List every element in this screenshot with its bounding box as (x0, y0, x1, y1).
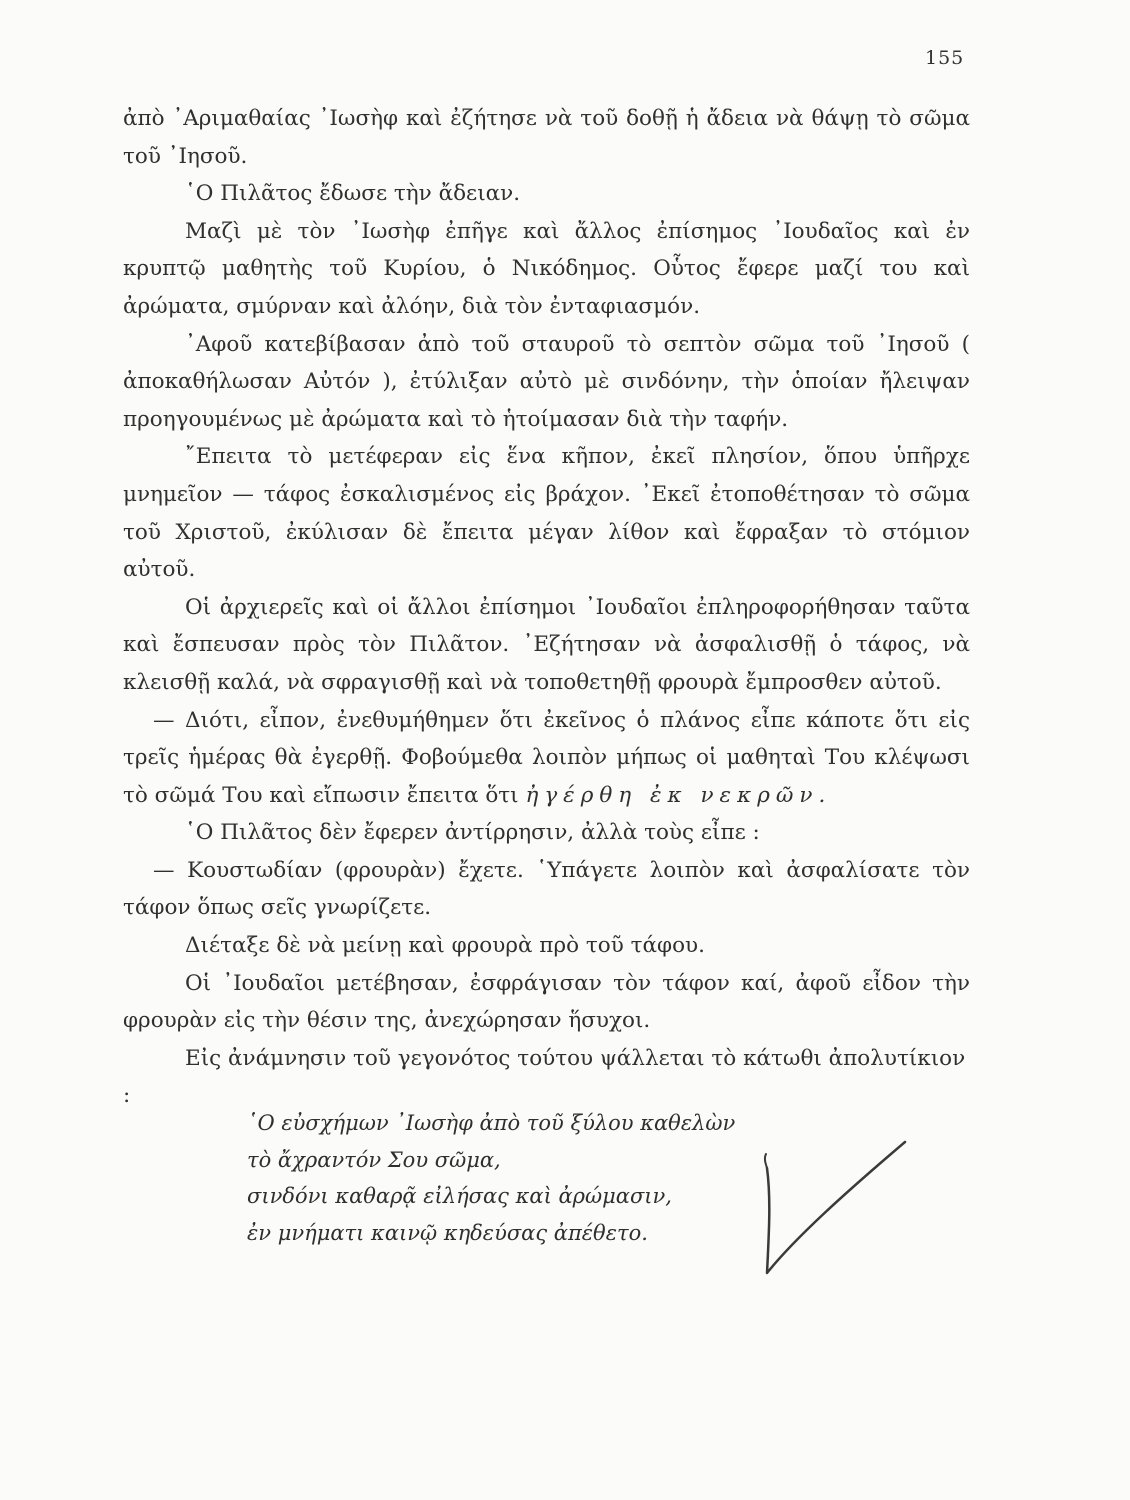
paragraph: ῾Ο Πιλᾶτος δὲν ἔφερεν ἀντίρρησιν, ἀλλὰ τοὺς εἶπε : (185, 820, 760, 846)
paragraph: Οἱ ἀρχιερεῖς καὶ οἱ ἄλλοι ἐπίσημοι ᾿Ιουδαῖοι ἐπληροφορήθησαν ταῦτα καὶ ἔσπευσαν πρὸς τὸν Πιλᾶτον. ᾿Εζήτησαν νὰ ἀσφαλισθῇ ὁ τάφος, νὰ κλεισθῇ καλά, νὰ σφραγισθῇ καὶ νὰ τοποθετηθῇ φρουρὰ ἔμπροσθεν αὐτοῦ. (123, 594, 970, 695)
hymn (247, 1105, 807, 1251)
hymn-line: ἐν μνήματι καινῷ κηδεύσας ἀπέθετο. (247, 1220, 648, 1245)
handwritten-check-mark (755, 1138, 915, 1288)
paragraph: Διέταξε δὲ νὰ μείνῃ καὶ φρουρὰ πρὸ τοῦ τάφου. (185, 933, 705, 959)
paragraph: ἀπὸ ᾿Αριμαθαίας ᾿Ιωσὴφ καὶ ἐζήτησε νὰ τοῦ δοθῇ ἡ ἄδεια νὰ θάψῃ τὸ σῶμα τοῦ ᾿Ιησοῦ. (123, 106, 970, 169)
paragraph: ῎Επειτα τὸ μετέφεραν εἰς ἕνα κῆπον, ἐκεῖ πλησίον, ὅπου ὑπῆρχε μνημεῖον — τάφος ἐσκαλισμένος εἰς βράχον. ᾿Εκεῖ ἐτοποθέτησαν τὸ σῶμα τοῦ Χριστοῦ, ἐκύλισαν δὲ ἔπειτα μέγαν λίθον καὶ ἔφραξαν τὸ στόμιον αὐτοῦ. (123, 444, 970, 583)
hymn-line: ῾Ο εὐσχήμων ᾿Ιωσὴφ ἀπὸ τοῦ ξύλου καθελὼν (247, 1111, 736, 1135)
paragraph: ᾿Αφοῦ κατεβίβασαν ἀπὸ τοῦ σταυροῦ τὸ σεπτὸν σῶμα τοῦ ᾿Ιησοῦ ( ἀποκαθήλωσαν Αὐτόν ), ἐτύλιξαν αὐτὸ μὲ σινδόνην, τὴν ὁποίαν ἤλειψαν προηγουμένως μὲ ἀρώματα καὶ τὸ ἡτοίμασαν διὰ τὴν ταφήν. (123, 331, 970, 432)
paragraph: ῾Ο Πιλᾶτος ἔδωσε τὴν ἄδειαν. (185, 181, 521, 207)
paragraph (123, 702, 970, 815)
body-text (123, 100, 970, 1115)
paragraph: Εἰς ἀνάμνησιν τοῦ γεγονότος τούτου ψάλλεται τὸ κάτωθι ἀπολυτίκιον : (123, 1045, 966, 1109)
paragraph: — Κουστωδίαν (φρουρὰν) ἔχετε. ῾Υπάγετε λοιπὸν καὶ ἀσφαλίσατε τὸν τάφον ὅπως σεῖς γνωρίζετε. (123, 857, 970, 921)
hymn-line: σινδόνι καθαρᾷ εἰλήσας καὶ ἀρώμασιν, (247, 1184, 672, 1208)
paragraph-text: — Διότι, εἶπον, ἐνεθυμήθημεν ὅτι ἐκεῖνος ὁ πλάνος εἶπε κάποτε ὅτι εἰς τρεῖς ἡμέρας θὰ ἐγερθῇ. Φοβούμεθα λοιπὸν μήπως οἱ μαθηταὶ Του κλέψωσι τὸ σῶμά Του καὶ εἴπωσιν ἔπειτα ὅτι (123, 707, 970, 808)
hymn-line: τὸ ἄχραντόν Σου σῶμα, (247, 1147, 501, 1172)
paragraph: Μαζὶ μὲ τὸν ᾿Ιωσὴφ ἐπῆγε καὶ ἄλλος ἐπίσημος ᾿Ιουδαῖος καὶ ἐν κρυπτῷ μαθητὴς τοῦ Κυρίου, ὁ Νικόδημος. Οὗτος ἔφερε μαζί του καὶ ἀρώματα, σμύρναν καὶ ἀλόην, διὰ τὸν ἐνταφιασμόν. (123, 218, 970, 319)
paragraph: Οἱ ᾿Ιουδαῖοι μετέβησαν, ἐσφράγισαν τὸν τάφον καί, ἀφοῦ εἶδον τὴν φρουρὰν εἰς τὴν θέσιν της, ἀνεχώρησαν ἥσυχοι. (123, 970, 970, 1034)
spaced-phrase: ἠγέρθη ἐκ νεκρῶν. (525, 782, 832, 808)
page-number: 155 (925, 47, 965, 69)
